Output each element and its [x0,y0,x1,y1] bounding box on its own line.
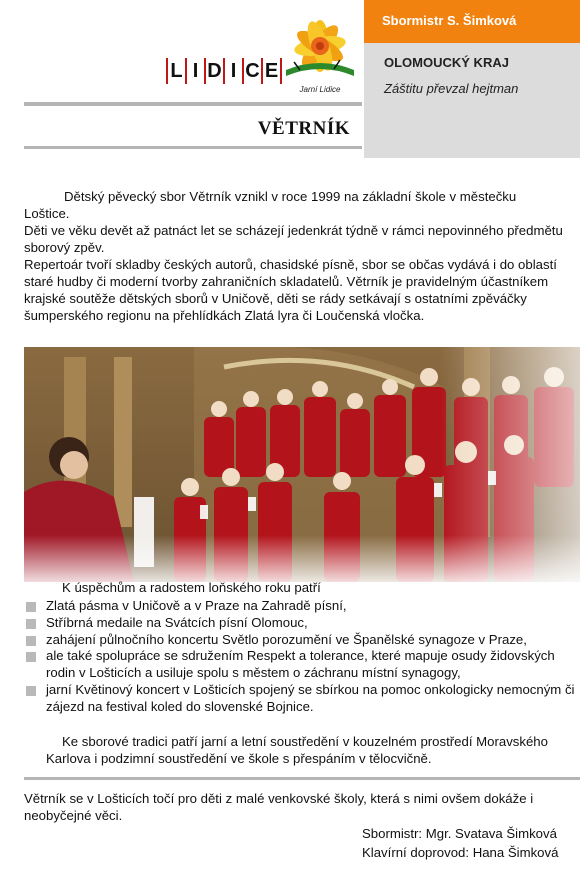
list-item: Zlatá pásma v Uničově a v Praze na Zahradě písní, [24,598,580,615]
header-rule-top [24,102,362,106]
tradition-text: Ke sborové tradici patří jarní a letní soustředění v kouzelném prostředí Moravského Karlova i podzimní soustředění ve škole s přespáním v tělocvičně. [46,734,548,766]
footer-rule [24,777,580,780]
square-bullet-icon [26,636,36,646]
square-bullet-icon [26,602,36,612]
intro-paragraph: Dětský pěvecký sbor Větrník vznikl v roce 1999 na základní škole v městečku Loštice. [24,189,517,221]
list-item: Stříbrná medaile na Svátcích písní Olomouc, [24,615,580,632]
logo-letter: E [264,59,279,82]
flower-caption: Jarní Lidice [299,85,341,94]
square-bullet-icon [26,686,36,696]
choir-photo [24,347,580,582]
list-item: jarní Květinový koncert v Lošticích spojený se sbírkou na pomoc onkologicky nemocným či zájezd na festival koled do slovenské Bojnice. [24,682,580,716]
logo-letter: D [207,59,222,82]
list-item: zahájení půlnočního koncertu Světlo porozumění ve Španělské synagoze v Praze, [24,632,580,649]
conductor-label: Sbormistr S. Šimková [382,13,517,28]
choir-title: VĚTRNÍK [257,118,350,139]
region-label: OLOMOUCKÝ KRAJ [384,55,509,70]
closing-text: Větrník se v Lošticích točí pro děti z malé venkovské školy, která s nimi ovšem dokáže i neobyčejné věci. [24,791,534,823]
flower-logo-icon [280,4,360,96]
logo-letter: C [245,59,260,82]
logo-letter: I [192,59,199,82]
intro-paragraph: Děti ve věku devět až patnáct let se scházejí jedenkrát týdně v rámci nepovinného předmětu sborový zpěv. [24,223,563,255]
conductor-credit: Sbormistr: Mgr. Svatava Šimková [362,826,557,841]
logo-letter: I [230,59,237,82]
square-bullet-icon [26,619,36,629]
intro-text [24,188,564,324]
patron-note: Záštitu převzal hejtman [384,81,519,96]
square-bullet-icon [26,652,36,662]
accompanist-credit: Klavírní doprovod: Hana Šimková [362,845,559,860]
achievements-intro: K úspěchům a radostem loňského roku patří [62,580,321,595]
lidice-logo [165,58,283,84]
header-rule-bottom [24,146,362,149]
intro-paragraph: Repertoár tvoří skladby českých autorů, chasidské písně, sbor se občas vydává i do oblastí staré hudby či moderní tvorby zahraničních skladatelů. Větrník je pravidelným účastníkem krajské soutěže dětských sborů v Uničově, děti se rády setkávají s ostatními zpěváčky šumperského regionu na přehlídkách Zlatá lyra či Loučenská vločka. [24,257,557,323]
list-item: ale také spolupráce se sdružením Respekt a tolerance, které mapuje osudy židovských rodin v Lošticích a usiluje spolu s městem o záchranu místní synagogy, [24,648,580,682]
logo-letter: L [170,59,183,82]
achievements-list [24,598,580,716]
